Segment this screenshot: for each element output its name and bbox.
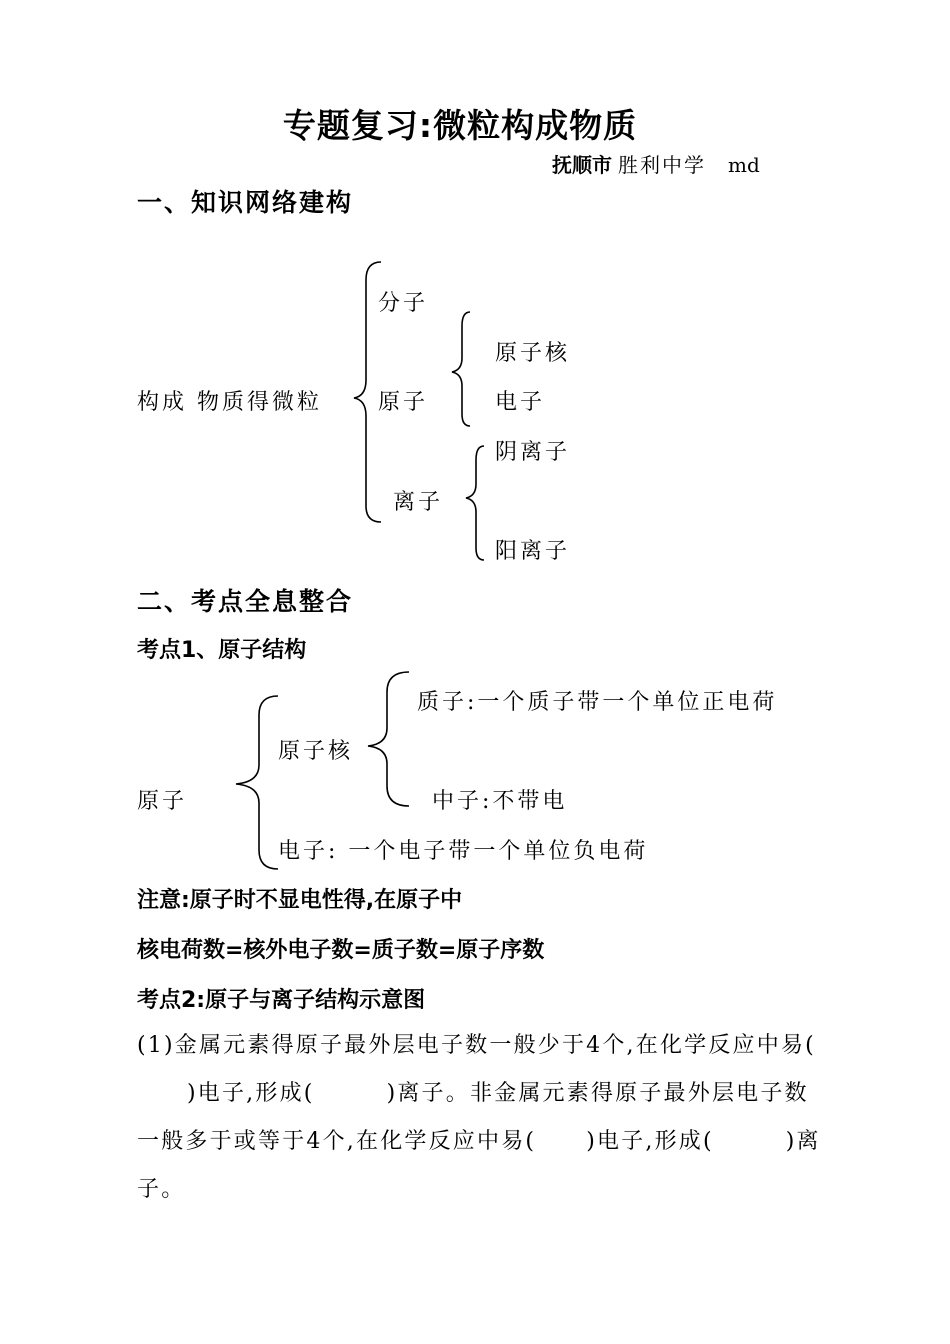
tree-anion-label: 阴离子: [495, 440, 571, 465]
tree-root-label: 构成 物质得微粒: [137, 390, 322, 415]
brace-atom: [452, 312, 470, 426]
author-city: 抚顺市: [552, 153, 612, 177]
para-text-2: )电子,形成(: [187, 1081, 315, 1106]
tree-cation-label: 阳离子: [495, 539, 571, 564]
section1-heading: 一、知识网络建构: [137, 188, 354, 217]
p1-electron-label: 电子: 一个电子带一个单位负电荷: [278, 839, 649, 864]
tree-atom-label: 原子: [378, 390, 429, 415]
p1-neutron-label: 中子:不带电: [432, 789, 568, 814]
note-line-1: 注意:原子时不显电性得,在原子中: [137, 888, 463, 913]
brace-p1-nucleus: [368, 672, 409, 806]
point2-title: 考点2:原子与离子结构示意图: [137, 988, 426, 1013]
p1-nucleus-label: 原子核: [278, 739, 354, 764]
brace-root: [354, 262, 381, 522]
brace-p1-atom: [236, 696, 278, 869]
note-line-2: 核电荷数=核外电子数=质子数=原子序数: [137, 938, 545, 963]
tree-electron-label: 电子: [495, 390, 546, 415]
para-text-5: )离子。: [137, 1129, 821, 1202]
section2-heading: 二、考点全息整合: [137, 587, 354, 616]
p1-atom-label: 原子: [137, 789, 188, 814]
author-tag: md: [728, 153, 760, 177]
p1-proton-label: 质子:一个质子带一个单位正电荷: [417, 690, 778, 715]
author-school: 胜利中学: [618, 153, 706, 177]
page-title: 专题复习:微粒构成物质: [282, 106, 638, 145]
para-text-3: )离子。非金属元素得原子最外层电子数一般多于或等于4个,在化学反应中易(: [137, 1081, 809, 1154]
para-text-1: (1)金属元素得原子最外层电子数一般少于4个,在化学反应中易(: [137, 1033, 816, 1058]
point1-title: 考点1、原子结构: [137, 638, 307, 663]
brace-ion: [466, 446, 484, 560]
tree-molecule-label: 分子: [378, 291, 429, 316]
para-text-4: )电子,形成(: [586, 1129, 714, 1154]
tree-nucleus-label: 原子核: [495, 341, 571, 366]
tree-ion-label: 离子: [393, 490, 444, 515]
